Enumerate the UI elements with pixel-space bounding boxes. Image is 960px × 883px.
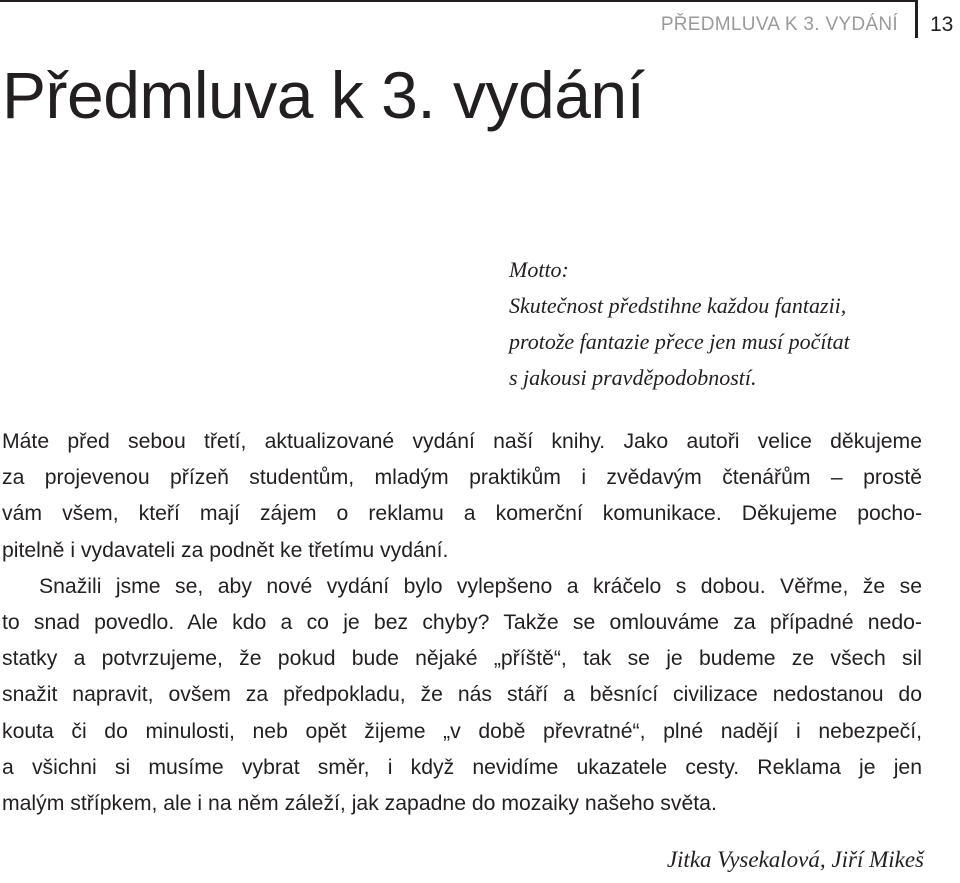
header-rule <box>0 0 917 2</box>
paragraph-line: statky a potvrzujeme, že pokud bude nějaké „příště“, tak se je budeme ze všech sil <box>2 647 922 671</box>
motto-label: Motto: <box>509 257 569 282</box>
motto <box>509 252 949 396</box>
motto-line: Skutečnost předstihne každou fantazii, <box>509 293 847 318</box>
header-divider <box>915 0 918 38</box>
paragraph-line: za projevenou přízeň studentům, mladým praktikům i zvědavým čtenářům – prostě <box>2 466 922 490</box>
signature: Jitka Vysekalová, Jiří Mikeš <box>666 847 924 872</box>
body-text <box>2 424 922 822</box>
paragraph-line: Snažili jsme se, aby nové vydání bylo vylepšeno a kráčelo s dobou. Věřme, že se <box>39 574 922 598</box>
page-number: 13 <box>930 13 954 36</box>
paragraph-line: Máte před sebou třetí, aktualizované vydání naší knihy. Jako autoři velice děkujeme <box>2 430 922 453</box>
chapter-title: Předmluva k 3. vydání <box>2 58 645 132</box>
running-head: PŘEDMLUVA K 3. VYDÁNÍ <box>660 14 898 35</box>
paragraph-line: a všichni si musíme vybrat směr, i když nevidíme ukazatele cesty. Reklama je jen <box>2 755 922 779</box>
paragraph-line: pitelně i vydavateli za podnět ke třetímu vydání. <box>2 538 449 562</box>
paragraph-line: malým střípkem, ale i na něm záleží, jak zapadne do mozaiky našeho světa. <box>2 791 717 815</box>
motto-line: s jakousi pravděpodobností. <box>509 365 757 390</box>
paragraph-line: vám všem, kteří mají zájem o reklamu a komerční komunikace. Děkujeme pocho- <box>2 502 922 526</box>
paragraph-line: kouta či do minulosti, neb opět žijeme „v době převratné“, plné nadějí i nebezpečí, <box>2 719 922 743</box>
motto-line: protože fantazie přece jen musí počítat <box>509 329 850 354</box>
paragraph-line: snažit napravit, ovšem za předpokladu, že nás stáří a běsnící civilizace nedostanou do <box>2 683 922 707</box>
paragraph-line: to snad povedlo. Ale kdo a co je bez chyby? Takže se omlouváme za případné nedo- <box>2 610 922 634</box>
